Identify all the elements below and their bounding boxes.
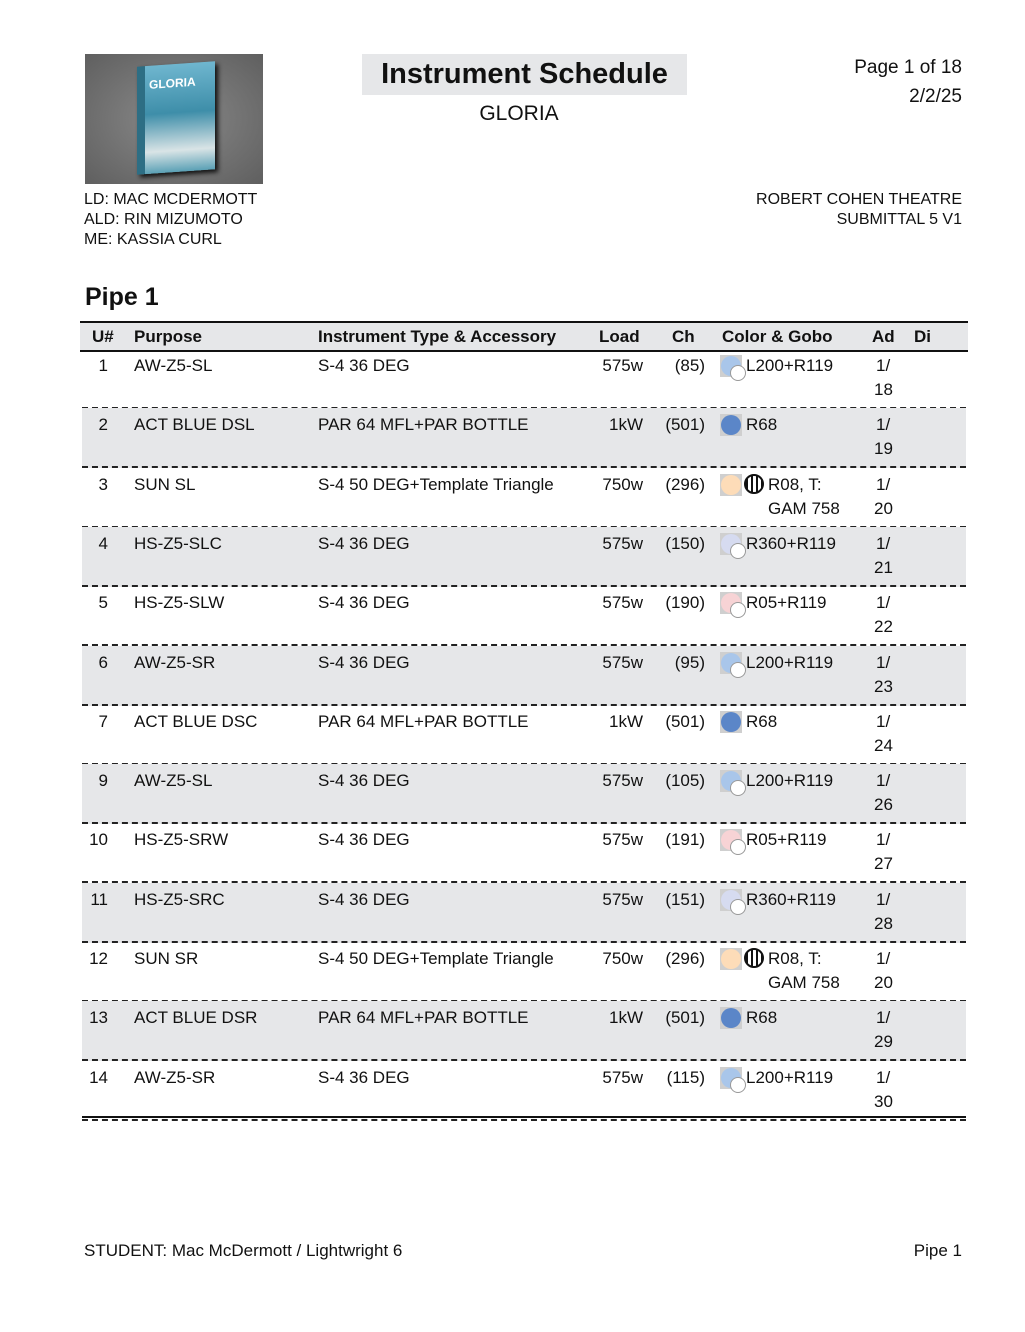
purpose: ACT BLUE DSL	[134, 415, 255, 435]
color-swatch-icon	[720, 948, 742, 970]
table-row[interactable]	[82, 586, 966, 646]
load: 1kW	[609, 415, 643, 435]
table-row[interactable]	[82, 527, 966, 587]
unit-number: 12	[89, 949, 108, 968]
unit-number: 1	[98, 356, 108, 375]
instrument-type: S-4 50 DEG+Template Triangle	[318, 949, 554, 968]
show-cover-image	[85, 54, 263, 184]
address-line1: 1/	[876, 889, 891, 909]
gobo-icon	[744, 948, 764, 968]
purpose: ACT BLUE DSC	[134, 711, 258, 731]
cover-text: GLORIA	[149, 74, 196, 92]
load: 575w	[602, 771, 643, 791]
purpose: HS-Z5-SRC	[134, 889, 225, 909]
unit-number: 14	[89, 1067, 108, 1087]
purpose: AW-Z5-SR	[134, 1067, 216, 1087]
address-line2: 21	[874, 557, 893, 577]
instrument-type: S-4 36 DEG	[318, 593, 410, 613]
unit-number: 5	[98, 593, 108, 613]
channel: (191)	[665, 830, 705, 850]
color-swatch-icon	[720, 355, 742, 377]
address-line2: 20	[874, 498, 893, 518]
instrument-type: S-4 36 DEG	[318, 830, 410, 850]
address-line1: 1/	[876, 356, 891, 375]
unit-number: 4	[98, 533, 108, 553]
color: L200+R119	[746, 1067, 834, 1087]
instrument-type: PAR 64 MFL+PAR BOTTLE	[318, 711, 529, 731]
page-title: Instrument Schedule	[362, 54, 687, 95]
color: R68	[746, 1008, 778, 1028]
table-row[interactable]	[82, 408, 966, 468]
diffusion-icon	[730, 602, 746, 618]
page-number: Page 1 of 18	[854, 57, 962, 78]
color-swatch-icon	[720, 592, 742, 614]
gobo-name: GAM 758	[768, 973, 840, 992]
color-swatch-icon	[720, 414, 742, 436]
address-line2: 24	[874, 735, 893, 755]
purpose: ACT BLUE DSR	[134, 1008, 258, 1028]
table-row[interactable]	[82, 883, 966, 943]
staff-me: ME: KASSIA CURL	[84, 231, 222, 248]
address-line2: 26	[874, 795, 893, 815]
channel: (296)	[665, 949, 705, 968]
color: R08, T:	[768, 474, 822, 494]
address-line2: 23	[874, 676, 893, 696]
address-line1: 1/	[876, 533, 891, 553]
footer-right: Pipe 1	[913, 1241, 962, 1260]
table-row[interactable]	[82, 764, 966, 824]
show-name: GLORIA	[479, 102, 559, 125]
color: R05+R119	[746, 593, 827, 613]
address-line2: 30	[874, 1091, 893, 1111]
purpose: HS-Z5-SRW	[134, 830, 229, 850]
submittal: SUBMITTAL 5 V1	[836, 211, 962, 228]
color: L200+R119	[746, 771, 834, 791]
table-row[interactable]	[82, 823, 966, 883]
instrument-type: S-4 36 DEG	[318, 356, 410, 375]
channel: (190)	[665, 593, 705, 613]
channel: (115)	[666, 1067, 705, 1087]
col-load: Load	[599, 327, 640, 346]
purpose: AW-Z5-SL	[134, 356, 213, 375]
table-row[interactable]	[82, 349, 966, 409]
instrument-type: S-4 50 DEG+Template Triangle	[318, 474, 554, 494]
unit-number: 13	[89, 1008, 108, 1028]
color: L200+R119	[746, 356, 834, 375]
diffusion-icon	[730, 1077, 746, 1093]
col-address: Ad	[872, 327, 895, 346]
load: 575w	[602, 593, 643, 613]
staff-ald: ALD: RIN MIZUMOTO	[84, 211, 243, 228]
load: 1kW	[609, 1008, 643, 1028]
table-row[interactable]	[82, 705, 966, 765]
address-line2: 18	[874, 380, 893, 399]
staff-ld: LD: MAC MCDERMOTT	[84, 191, 258, 208]
diffusion-icon	[730, 839, 746, 855]
channel: (296)	[665, 474, 705, 494]
color-swatch-icon	[720, 770, 742, 792]
address-line1: 1/	[876, 711, 891, 731]
color: R68	[746, 711, 778, 731]
unit-number: 2	[98, 415, 108, 435]
color-swatch-icon	[720, 829, 742, 851]
address-line1: 1/	[876, 1008, 891, 1028]
instrument-type: PAR 64 MFL+PAR BOTTLE	[318, 415, 529, 435]
address-line2: 22	[874, 617, 893, 637]
venue-info	[756, 190, 962, 230]
channel: (85)	[674, 356, 705, 375]
table-row[interactable]	[82, 942, 966, 1002]
address-line1: 1/	[876, 949, 891, 968]
unit-number: 6	[98, 652, 108, 672]
diffusion-icon	[730, 543, 746, 559]
purpose: HS-Z5-SLC	[134, 533, 222, 553]
load: 575w	[602, 533, 643, 553]
channel: (95)	[674, 652, 705, 672]
address-line2: 28	[874, 913, 893, 933]
address-line2: 19	[874, 439, 893, 459]
load: 750w	[602, 474, 643, 494]
instrument-type: S-4 36 DEG	[318, 771, 410, 791]
channel: (501)	[665, 711, 705, 731]
col-purpose: Purpose	[134, 327, 203, 346]
instrument-type: S-4 36 DEG	[318, 652, 410, 672]
load: 750w	[602, 949, 643, 968]
instrument-type: S-4 36 DEG	[318, 1067, 410, 1087]
diffusion-icon	[730, 780, 746, 796]
address-line1: 1/	[876, 830, 891, 850]
color: R08, T:	[768, 949, 822, 968]
address-line1: 1/	[876, 593, 891, 613]
unit-number: 3	[98, 474, 108, 494]
load: 1kW	[609, 711, 643, 731]
load: 575w	[602, 889, 643, 909]
unit-number: 11	[90, 889, 108, 909]
table-bottom-rule	[82, 1116, 966, 1118]
channel: (151)	[665, 889, 705, 909]
diffusion-icon	[730, 662, 746, 678]
venue: ROBERT COHEN THEATRE	[756, 191, 962, 208]
diffusion-icon	[730, 365, 746, 381]
color-swatch-icon	[720, 1007, 742, 1029]
address-line2: 27	[874, 854, 893, 874]
channel: (501)	[665, 415, 705, 435]
address-line2: 29	[874, 1032, 893, 1052]
purpose: AW-Z5-SL	[134, 771, 213, 791]
color: R360+R119	[746, 889, 836, 909]
instrument-type: PAR 64 MFL+PAR BOTTLE	[318, 1008, 529, 1028]
address-line1: 1/	[876, 1067, 891, 1087]
footer-left: STUDENT: Mac McDermott / Lightwright 6	[84, 1241, 403, 1260]
col-color: Color & Gobo	[722, 327, 833, 346]
table-row[interactable]	[82, 1061, 966, 1121]
col-unit: U#	[92, 327, 114, 346]
purpose: SUN SR	[134, 949, 199, 968]
unit-number: 7	[98, 711, 108, 731]
table-row[interactable]	[82, 468, 966, 528]
load: 575w	[602, 830, 643, 850]
color-swatch-icon	[720, 711, 742, 733]
color-swatch-icon	[720, 533, 742, 555]
unit-number: 9	[98, 771, 108, 791]
address-line1: 1/	[876, 474, 891, 494]
load: 575w	[602, 652, 643, 672]
purpose: HS-Z5-SLW	[134, 593, 225, 613]
channel: (105)	[665, 771, 705, 791]
table-row[interactable]	[82, 1001, 966, 1061]
purpose: SUN SL	[134, 474, 196, 494]
col-dimmer: Di	[914, 327, 931, 346]
table-row[interactable]	[82, 646, 966, 706]
table-header	[80, 321, 968, 352]
load: 575w	[602, 356, 643, 375]
staff-list	[84, 190, 257, 250]
color: L200+R119	[746, 652, 834, 672]
color-swatch-icon	[720, 1067, 742, 1089]
instrument-type: S-4 36 DEG	[318, 533, 410, 553]
channel: (150)	[665, 533, 705, 553]
color: R360+R119	[746, 533, 836, 553]
channel: (501)	[665, 1008, 705, 1028]
col-type: Instrument Type & Accessory	[318, 327, 557, 346]
address-line2: 20	[874, 973, 893, 992]
gobo-icon	[744, 474, 764, 494]
color: R05+R119	[746, 830, 827, 850]
col-channel: Ch	[672, 327, 695, 346]
color: R68	[746, 415, 778, 435]
book-image	[137, 61, 215, 174]
color-swatch-icon	[720, 889, 742, 911]
color-swatch-icon	[720, 474, 742, 496]
load: 575w	[602, 1067, 643, 1087]
date: 2/2/25	[909, 86, 962, 107]
section-title: Pipe 1	[85, 283, 159, 311]
color-swatch-icon	[720, 652, 742, 674]
unit-number: 10	[89, 830, 108, 850]
gobo-name: GAM 758	[768, 498, 840, 518]
purpose: AW-Z5-SR	[134, 652, 216, 672]
address-line1: 1/	[876, 415, 891, 435]
address-line1: 1/	[876, 652, 891, 672]
address-line1: 1/	[876, 771, 891, 791]
diffusion-icon	[730, 899, 746, 915]
instrument-type: S-4 36 DEG	[318, 889, 410, 909]
